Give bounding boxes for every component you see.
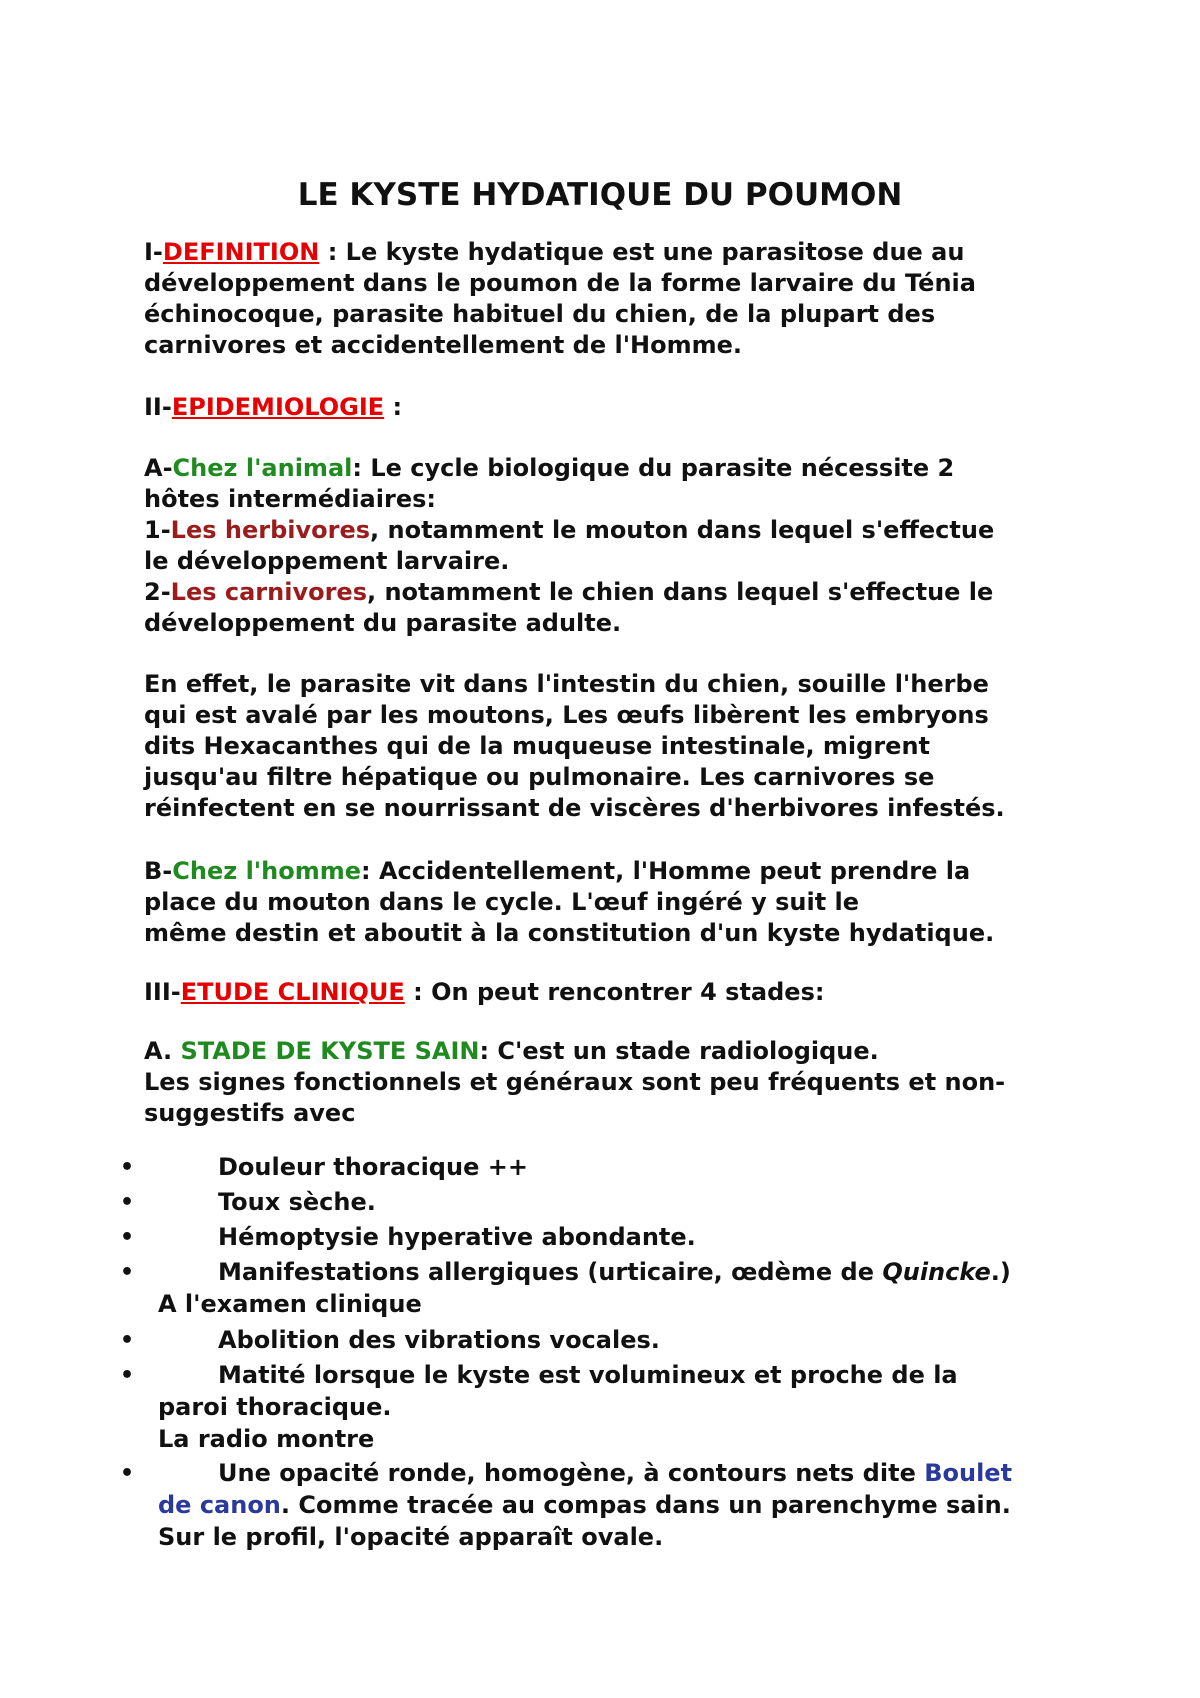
clinique-heading-line: III-ETUDE CLINIQUE : On peut rencontrer 4 stades: (144, 978, 825, 1006)
stade-paragraph: A. STADE DE KYSTE SAIN: C'est un stade radiologique. Les signes fonctionnels et généraux sont peu fréquents et non- suggestifs avec (144, 1037, 1006, 1127)
list-item: Manifestations allergiques (urticaire, œdème de Quincke.) (218, 1258, 1011, 1286)
animal-paragraph: A-Chez l'animal: Le cycle biologique du parasite nécessite 2 hôtes intermédiaires: 1-Les herbivores, notamment le mouton dans lequel s'effectue le développement larvaire. 2-Les carnivores, notamment le chien dans lequel s'effectue le développement du parasite adulte. (144, 454, 995, 637)
page-title: LE KYSTE HYDATIQUE DU POUMON (297, 177, 903, 213)
herbivores-label: Les herbivores (170, 516, 371, 544)
list-item-continuation: paroi thoracique. (158, 1393, 392, 1421)
list-item-continuation: Sur le profil, l'opacité apparaît ovale. (158, 1523, 664, 1551)
stade-subheading: STADE DE KYSTE SAIN (180, 1037, 480, 1065)
en-effet-paragraph: En effet, le parasite vit dans l'intestin du chien, souille l'herbe qui est avalé par les moutons, Les œufs libèrent les embryons dits Hexacanthes qui de la muqueuse intestinale, migrent jusqu'au filtre hépatique ou pulmonaire. Les carnivores se réinfectent en se nourrissant de viscères d'herbivores infestés. (144, 670, 1005, 822)
list-item: Abolition des vibrations vocales. (218, 1326, 660, 1354)
bullet-marker: • (120, 1363, 135, 1388)
clinique-heading: ETUDE CLINIQUE (180, 978, 405, 1006)
definition-heading: DEFINITION (162, 238, 320, 266)
section-number: I- (144, 238, 163, 266)
bullet-marker: • (120, 1260, 135, 1285)
bullet-marker: • (120, 1225, 135, 1250)
list-item: Toux sèche. (218, 1188, 376, 1216)
list-item: Une opacité ronde, homogène, à contours nets dite Boulet (218, 1459, 1013, 1487)
list-item: Matité lorsque le kyste est volumineux et proche de la (218, 1361, 958, 1389)
epidemiologie-heading: EPIDEMIOLOGIE (171, 393, 385, 421)
list-subheading: La radio montre (158, 1425, 375, 1453)
list-subheading: A l'examen clinique (158, 1290, 422, 1318)
bullet-marker: • (120, 1155, 135, 1180)
bullet-marker: • (120, 1328, 135, 1353)
homme-paragraph: B-Chez l'homme: Accidentellement, l'Homme peut prendre la place du mouton dans le cycle. L'œuf ingéré y suit le même destin et aboutit à la constitution d'un kyste hydatique. (144, 857, 995, 947)
definition-paragraph: I-DEFINITION : Le kyste hydatique est une parasitose due au développement dans le poumon de la forme larvaire du Ténia échinocoque, parasite habituel du chien, de la plupart des carnivores et accidentellement de l'Homme. (144, 238, 976, 359)
animal-subheading: Chez l'animal (172, 454, 353, 482)
list-item: Douleur thoracique ++ (218, 1153, 528, 1181)
list-item: Hémoptysie hyperative abondante. (218, 1223, 696, 1251)
bullet-marker: • (120, 1190, 135, 1215)
boulet-term: Boulet (924, 1459, 1013, 1487)
epidemiologie-heading-line: II-EPIDEMIOLOGIE : (144, 393, 403, 421)
quincke-term: Quincke (882, 1258, 991, 1286)
carnivores-label: Les carnivores (170, 578, 367, 606)
homme-subheading: Chez l'homme (172, 857, 362, 885)
list-item-continuation: de canon. Comme tracée au compas dans un parenchyme sain. (158, 1491, 1011, 1519)
bullet-marker: • (120, 1461, 135, 1486)
canon-term: de canon (158, 1491, 281, 1519)
